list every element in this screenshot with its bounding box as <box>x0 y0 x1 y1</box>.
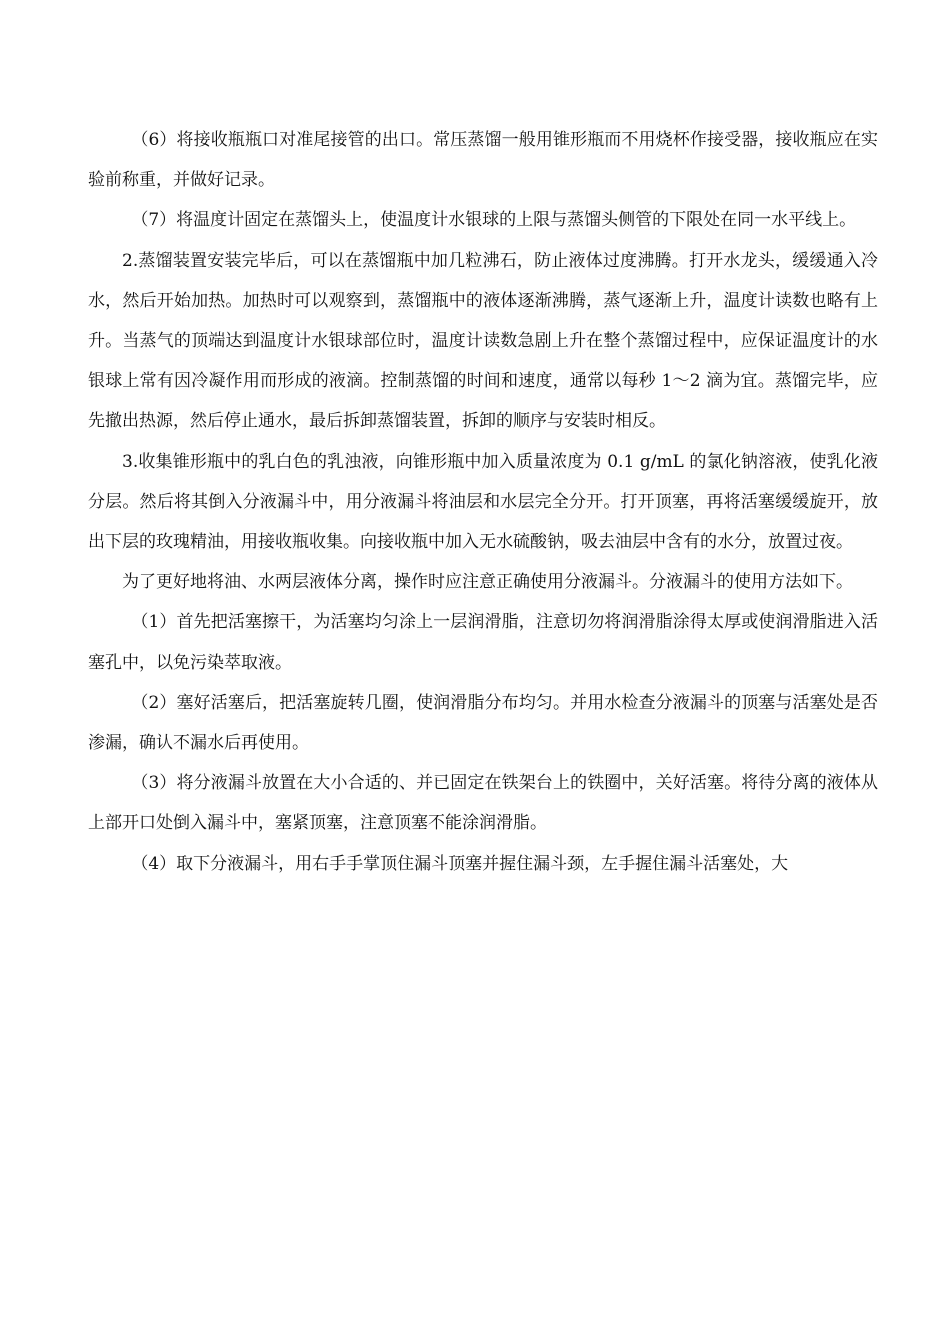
paragraph-funnel-step-2: （2）塞好活塞后，把活塞旋转几圈，使润滑脂分布均匀。并用水检查分液漏斗的顶塞与活塞处是否渗漏，确认不漏水后再使用。 <box>88 692 878 754</box>
paragraph-section-2: 2.蒸馏装置安装完毕后，可以在蒸馏瓶中加几粒沸石，防止液体过度沸腾。打开水龙头，缓缓通入冷水，然后开始加热。加热时可以观察到，蒸馏瓶中的液体逐渐沸腾，蒸气逐渐上升，温度计读数也略有上升。当蒸气的顶端达到温度计水银球部位时，温度计读数急剧上升在整个蒸馏过程中，应保证温度计的水银球上常有因冷凝作用而形成的液滴。控制蒸馏的时间和速度，通常以每秒 1～2 滴为宜。蒸馏完毕，应先撤出热源，然后停止通水，最后拆卸蒸馏装置，拆卸的顺序与安装时相反。 <box>88 250 878 432</box>
paragraph-funnel-step-4: （4）取下分液漏斗，用右手手掌顶住漏斗顶塞并握住漏斗颈，左手握住漏斗活塞处，大 <box>131 853 789 874</box>
paragraph-funnel-step-3: （3）将分液漏斗放置在大小合适的、并已固定在铁架台上的铁圈中，关好活塞。将待分离的液体从上部开口处倒入漏斗中，塞紧顶塞，注意顶塞不能涂润滑脂。 <box>88 773 878 834</box>
paragraph-section-3: 3.收集锥形瓶中的乳白色的乳浊液，向锥形瓶中加入质量浓度为 0.1 g/mL 的氯化钠溶液，使乳化液分层。然后将其倒入分液漏斗中，用分液漏斗将油层和水层完全分开。打开顶塞，再将活塞缓缓旋开，放出下层的玫瑰精油，用接收瓶收集。向接收瓶中加入无水硫酸钠，吸去油层中含有的水分，放置过夜。 <box>88 451 878 553</box>
paragraph-funnel-intro: 为了更好地将油、水两层液体分离，操作时应注意正确使用分液漏斗。分液漏斗的使用方法如下。 <box>122 572 853 593</box>
paragraph-funnel-step-1: （1）首先把活塞擦干，为活塞均匀涂上一层润滑脂，注意切勿将润滑脂涂得太厚或使润滑脂进入活塞孔中，以免污染萃取液。 <box>88 612 878 673</box>
paragraph-step-7: （7）将温度计固定在蒸馏头上，使温度计水银球的上限与蒸馏头侧管的下限处在同一水平线上。 <box>131 210 857 231</box>
paragraph-step-6: （6）将接收瓶瓶口对准尾接管的出口。常压蒸馏一般用锥形瓶而不用烧杯作接受器，接收瓶应在实验前称重，并做好记录。 <box>88 130 878 191</box>
document-page <box>88 120 878 884</box>
